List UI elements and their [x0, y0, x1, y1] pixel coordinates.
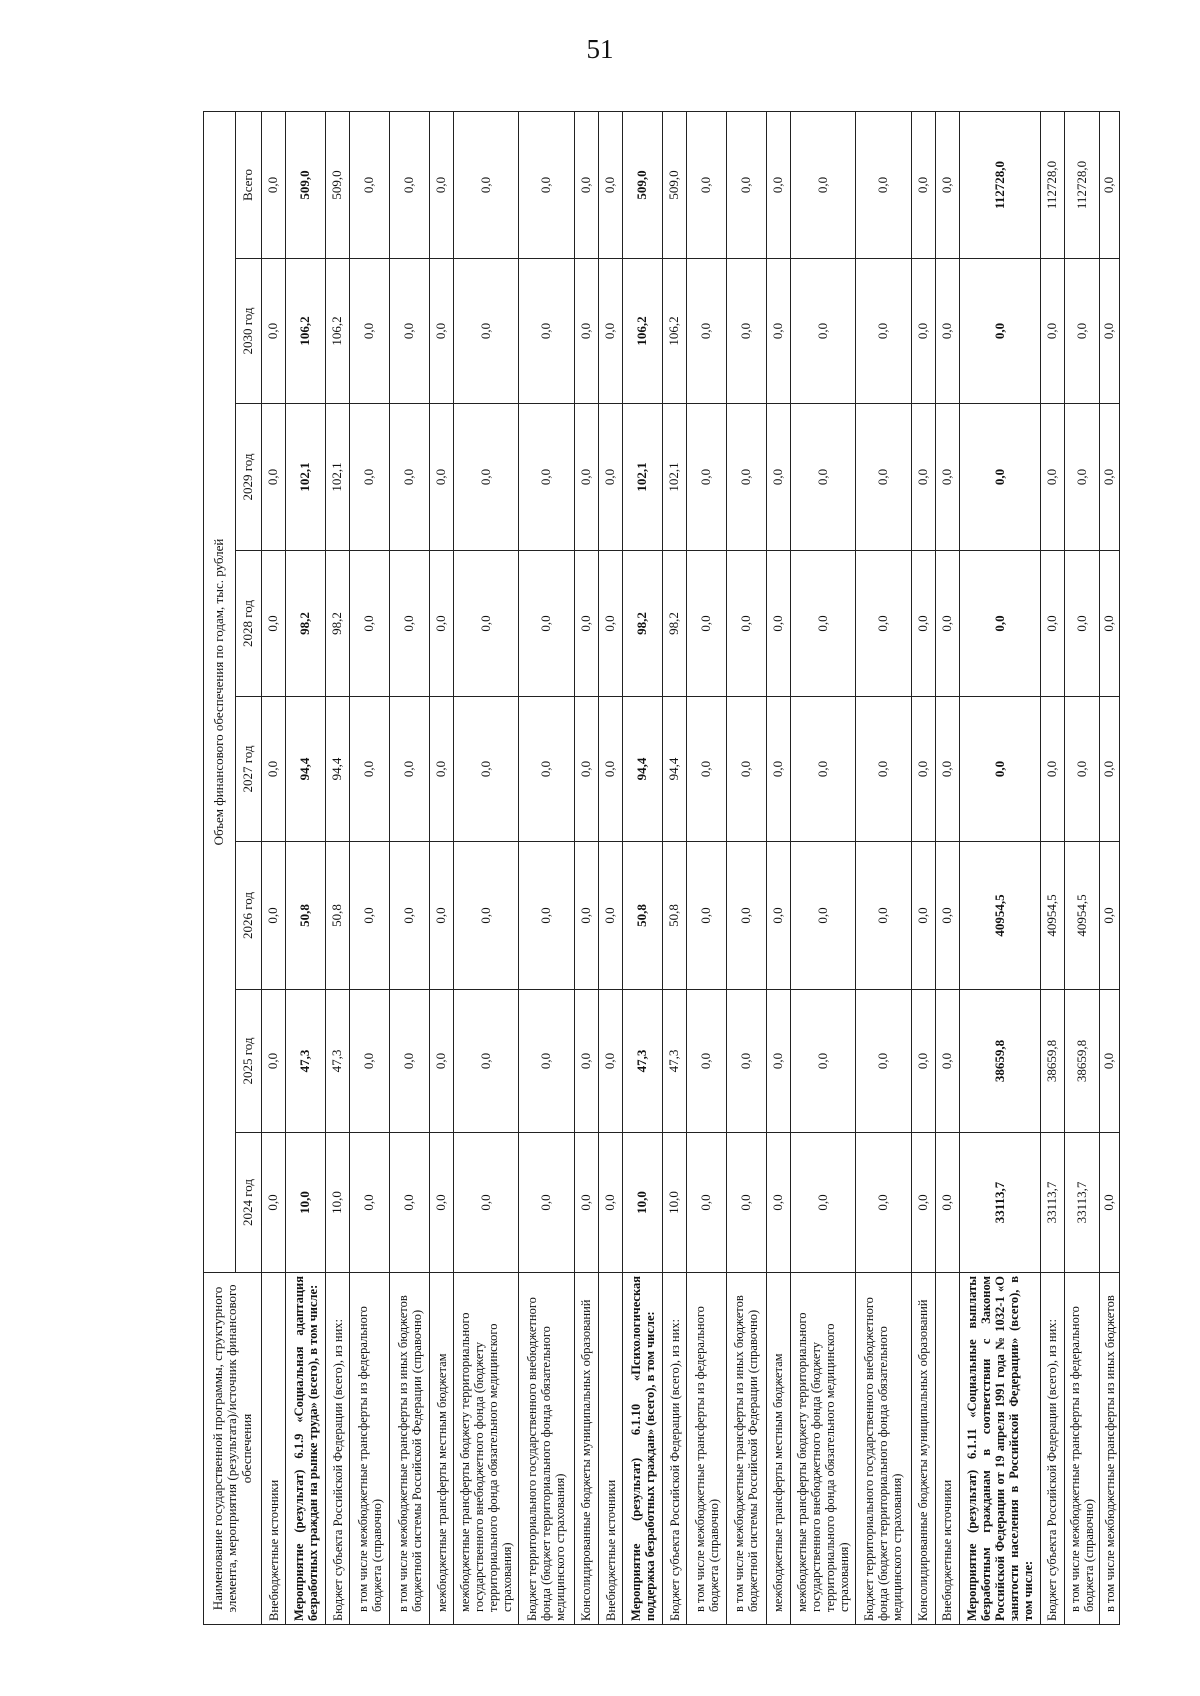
cell-value: 0,0	[429, 697, 453, 842]
cell-value: 0,0	[390, 551, 430, 697]
cell-value: 0,0	[350, 404, 390, 551]
cell-value: 0,0	[454, 259, 519, 404]
cell-value: 0,0	[1100, 551, 1120, 697]
cell-total: 0,0	[727, 111, 767, 258]
cell-value: 0,0	[390, 697, 430, 842]
cell-total: 509,0	[286, 111, 326, 258]
cell-value: 38659,8	[1065, 990, 1100, 1133]
cell-value: 98,2	[326, 551, 350, 697]
cell-value: 0,0	[687, 551, 727, 697]
table-row	[911, 111, 935, 1624]
cell-value: 0,0	[935, 1133, 959, 1273]
cell-value: 94,4	[326, 697, 350, 842]
cell-value: 0,0	[766, 697, 790, 842]
cell-value: 0,0	[390, 259, 430, 404]
table-row	[1040, 111, 1064, 1624]
cell-total: 509,0	[623, 111, 663, 258]
row-label: в том числе межбюджетные трансферты из федерального бюджета (справочно)	[1065, 1273, 1100, 1625]
cell-value: 0,0	[429, 404, 453, 551]
cell-value: 0,0	[350, 1133, 390, 1273]
cell-value: 102,1	[623, 404, 663, 551]
row-label: Внебюджетные источники	[935, 1273, 959, 1625]
cell-value: 0,0	[960, 697, 1041, 842]
cell-value: 0,0	[856, 404, 911, 551]
cell-value: 98,2	[623, 551, 663, 697]
cell-value: 0,0	[960, 259, 1041, 404]
cell-value: 10,0	[326, 1133, 350, 1273]
cell-value: 0,0	[262, 1133, 286, 1273]
cell-value: 0,0	[574, 404, 598, 551]
header-year: 2025 год	[236, 990, 262, 1133]
cell-value: 0,0	[574, 842, 598, 990]
cell-total: 509,0	[662, 111, 686, 258]
cell-value: 10,0	[286, 1133, 326, 1273]
cell-value: 0,0	[350, 259, 390, 404]
row-label: Бюджет территориального государственного внебюджетного фонда (бюджет территориального фонда обязательного медицинского страхования)	[519, 1273, 574, 1625]
cell-value: 0,0	[960, 404, 1041, 551]
cell-value: 0,0	[390, 990, 430, 1133]
cell-value: 0,0	[262, 990, 286, 1133]
cell-value: 0,0	[598, 990, 622, 1133]
cell-value: 0,0	[454, 1133, 519, 1273]
cell-value: 0,0	[727, 551, 767, 697]
cell-value: 0,0	[856, 697, 911, 842]
table-row	[856, 111, 911, 1624]
cell-value: 102,1	[286, 404, 326, 551]
row-label: в том числе межбюджетные трансферты из федерального бюджета (справочно)	[350, 1273, 390, 1625]
cell-value: 0,0	[429, 1133, 453, 1273]
row-label: Мероприятие (результат) 6.1.10 «Психологическая поддержка безработных граждан» (всего), в том числе:	[623, 1273, 663, 1625]
cell-total: 0,0	[350, 111, 390, 258]
cell-value: 0,0	[687, 1133, 727, 1273]
cell-value: 10,0	[623, 1133, 663, 1273]
cell-value: 0,0	[766, 551, 790, 697]
cell-value: 0,0	[1100, 404, 1120, 551]
cell-value: 0,0	[935, 697, 959, 842]
table-row	[960, 111, 1041, 1624]
cell-value: 0,0	[935, 551, 959, 697]
table-row	[429, 111, 453, 1624]
cell-value: 0,0	[791, 259, 856, 404]
cell-value: 47,3	[286, 990, 326, 1133]
cell-value: 0,0	[766, 259, 790, 404]
cell-value: 0,0	[598, 404, 622, 551]
row-label: Консолидированные бюджеты муниципальных образований	[574, 1273, 598, 1625]
cell-total: 0,0	[429, 111, 453, 258]
cell-value: 0,0	[429, 551, 453, 697]
row-label: межбюджетные трансферты местным бюджетам	[766, 1273, 790, 1625]
cell-value: 50,8	[286, 842, 326, 990]
cell-value: 0,0	[262, 551, 286, 697]
table-row	[326, 111, 350, 1624]
cell-value: 0,0	[574, 259, 598, 404]
cell-value: 0,0	[519, 259, 574, 404]
cell-value: 106,2	[326, 259, 350, 404]
cell-value: 0,0	[1100, 842, 1120, 990]
cell-value: 94,4	[662, 697, 686, 842]
cell-value: 0,0	[911, 990, 935, 1133]
cell-value: 0,0	[262, 842, 286, 990]
cell-total: 0,0	[598, 111, 622, 258]
cell-value: 0,0	[574, 1133, 598, 1273]
cell-value: 0,0	[935, 404, 959, 551]
cell-total: 112728,0	[960, 111, 1041, 258]
row-label: Бюджет субъекта Российской Федерации (всего), из них:	[1040, 1273, 1064, 1625]
cell-value: 0,0	[791, 551, 856, 697]
cell-value: 0,0	[856, 1133, 911, 1273]
cell-value: 0,0	[960, 551, 1041, 697]
row-label: Мероприятие (результат) 6.1.9 «Социальная адаптация безработных граждан на рынке труда» (всего), в том числе:	[286, 1273, 326, 1625]
table-row	[1100, 111, 1120, 1624]
cell-value: 0,0	[687, 842, 727, 990]
cell-value: 0,0	[598, 842, 622, 990]
cell-value: 0,0	[350, 842, 390, 990]
cell-value: 0,0	[598, 1133, 622, 1273]
cell-value: 0,0	[727, 404, 767, 551]
cell-value: 0,0	[766, 990, 790, 1133]
cell-value: 0,0	[911, 404, 935, 551]
row-label: Мероприятие (результат) 6.1.11 «Социальные выплаты безработным гражданам в соответствии с Законом Российской Федерации от 19 апреля 1991 года № 1032-1 «О занятости населения в Российской Федерации» (всего), в том числе:	[960, 1273, 1041, 1625]
cell-value: 33113,7	[960, 1133, 1041, 1273]
cell-value: 0,0	[429, 259, 453, 404]
row-label: в том числе межбюджетные трансферты из федерального бюджета (справочно)	[687, 1273, 727, 1625]
cell-value: 0,0	[911, 259, 935, 404]
row-label: Консолидированные бюджеты муниципальных образований	[911, 1273, 935, 1625]
cell-value: 0,0	[911, 1133, 935, 1273]
cell-value: 0,0	[727, 842, 767, 990]
cell-value: 0,0	[350, 697, 390, 842]
cell-value: 40954,5	[1065, 842, 1100, 990]
cell-value: 0,0	[598, 697, 622, 842]
header-year: 2028 год	[236, 551, 262, 697]
cell-value: 0,0	[1100, 697, 1120, 842]
cell-value: 0,0	[1040, 551, 1064, 697]
cell-value: 0,0	[911, 697, 935, 842]
row-label: в том числе межбюджетные трансферты из иных бюджетов бюджетной системы Российской Федерации (справочно)	[390, 1273, 430, 1625]
cell-value: 0,0	[350, 551, 390, 697]
cell-value: 0,0	[454, 404, 519, 551]
cell-value: 94,4	[286, 697, 326, 842]
cell-total: 0,0	[791, 111, 856, 258]
cell-value: 0,0	[519, 842, 574, 990]
cell-value: 0,0	[519, 697, 574, 842]
row-label: в том числе межбюджетные трансферты из иных бюджетов бюджетной системы Российской Федерации (справочно)	[727, 1273, 767, 1625]
table-row	[687, 111, 727, 1624]
cell-value: 0,0	[390, 1133, 430, 1273]
cell-total: 0,0	[856, 111, 911, 258]
table-row	[766, 111, 790, 1624]
table-row	[662, 111, 686, 1624]
cell-value: 0,0	[598, 259, 622, 404]
cell-value: 0,0	[598, 551, 622, 697]
header-total: Всего	[236, 111, 262, 258]
cell-value: 0,0	[262, 259, 286, 404]
cell-value: 0,0	[262, 404, 286, 551]
cell-value: 0,0	[687, 259, 727, 404]
cell-value: 94,4	[623, 697, 663, 842]
cell-value: 0,0	[766, 842, 790, 990]
cell-value: 0,0	[454, 551, 519, 697]
cell-total: 0,0	[454, 111, 519, 258]
cell-value: 98,2	[662, 551, 686, 697]
cell-value: 102,1	[326, 404, 350, 551]
row-label: Бюджет субъекта Российской Федерации (всего), из них:	[326, 1273, 350, 1625]
cell-value: 106,2	[662, 259, 686, 404]
cell-value: 0,0	[454, 697, 519, 842]
cell-value: 0,0	[687, 990, 727, 1133]
cell-total: 0,0	[519, 111, 574, 258]
cell-value: 106,2	[623, 259, 663, 404]
cell-value: 0,0	[687, 697, 727, 842]
table-row	[262, 111, 286, 1624]
cell-value: 33113,7	[1065, 1133, 1100, 1273]
cell-value: 0,0	[856, 551, 911, 697]
cell-value: 50,8	[326, 842, 350, 990]
row-label: межбюджетные трансферты бюджету территориального государственного внебюджетного фонда (бюджету территориального фонда обязательного медицинского страхования)	[791, 1273, 856, 1625]
cell-value: 0,0	[1040, 259, 1064, 404]
cell-value: 0,0	[727, 259, 767, 404]
cell-value: 0,0	[1040, 404, 1064, 551]
cell-value: 38659,8	[960, 990, 1041, 1133]
header-year: 2030 год	[236, 259, 262, 404]
header-name: Наименование государственной программы, структурного элемента, мероприятия (результата)/источник финансового обеспечения	[204, 1273, 262, 1625]
cell-value: 47,3	[326, 990, 350, 1133]
cell-value: 0,0	[935, 259, 959, 404]
cell-value: 0,0	[911, 842, 935, 990]
cell-value: 0,0	[766, 404, 790, 551]
cell-value: 0,0	[429, 842, 453, 990]
cell-value: 0,0	[1040, 697, 1064, 842]
cell-value: 0,0	[390, 842, 430, 990]
cell-value: 0,0	[454, 990, 519, 1133]
table-body	[262, 111, 1120, 1624]
cell-value: 0,0	[856, 259, 911, 404]
header-year: 2026 год	[236, 842, 262, 990]
cell-value: 47,3	[623, 990, 663, 1133]
cell-value: 0,0	[1065, 404, 1100, 551]
table-row	[519, 111, 574, 1624]
header-group: Объем финансового обеспечения по годам, тыс. рублей	[204, 111, 236, 1272]
cell-value: 0,0	[574, 697, 598, 842]
cell-total: 0,0	[935, 111, 959, 258]
cell-value: 47,3	[662, 990, 686, 1133]
table-row	[623, 111, 663, 1624]
row-label: межбюджетные трансферты местным бюджетам	[429, 1273, 453, 1625]
cell-value: 10,0	[662, 1133, 686, 1273]
cell-value: 0,0	[390, 404, 430, 551]
row-label: Внебюджетные источники	[598, 1273, 622, 1625]
cell-value: 0,0	[791, 842, 856, 990]
cell-value: 0,0	[519, 1133, 574, 1273]
cell-value: 0,0	[791, 990, 856, 1133]
cell-value: 0,0	[1065, 551, 1100, 697]
cell-value: 98,2	[286, 551, 326, 697]
cell-value: 0,0	[574, 990, 598, 1133]
cell-total: 0,0	[390, 111, 430, 258]
cell-value: 50,8	[623, 842, 663, 990]
cell-value: 0,0	[791, 697, 856, 842]
row-label: межбюджетные трансферты бюджету территориального государственного внебюджетного фонда (бюджету территориального фонда обязательного медицинского страхования)	[454, 1273, 519, 1625]
row-label: Бюджет территориального государственного внебюджетного фонда (бюджет территориального фонда обязательного медицинского страхования)	[856, 1273, 911, 1625]
table-row	[935, 111, 959, 1624]
table-row	[286, 111, 326, 1624]
cell-value: 0,0	[911, 551, 935, 697]
cell-value: 0,0	[935, 842, 959, 990]
cell-value: 0,0	[1100, 1133, 1120, 1273]
rotated-table-wrapper	[203, 112, 1120, 1625]
cell-value: 0,0	[1100, 990, 1120, 1133]
cell-value: 0,0	[519, 551, 574, 697]
cell-value: 0,0	[727, 1133, 767, 1273]
table-row	[598, 111, 622, 1624]
cell-value: 0,0	[262, 697, 286, 842]
cell-total: 0,0	[574, 111, 598, 258]
cell-value: 0,0	[727, 990, 767, 1133]
cell-total: 0,0	[687, 111, 727, 258]
cell-value: 0,0	[856, 842, 911, 990]
cell-total: 0,0	[766, 111, 790, 258]
cell-total: 0,0	[262, 111, 286, 258]
cell-value: 102,1	[662, 404, 686, 551]
cell-value: 0,0	[1065, 697, 1100, 842]
cell-value: 106,2	[286, 259, 326, 404]
cell-value: 40954,5	[960, 842, 1041, 990]
table-row	[727, 111, 767, 1624]
header-year: 2024 год	[236, 1133, 262, 1273]
table-row	[390, 111, 430, 1624]
cell-value: 40954,5	[1040, 842, 1064, 990]
cell-value: 0,0	[791, 404, 856, 551]
cell-value: 0,0	[454, 842, 519, 990]
cell-total: 0,0	[911, 111, 935, 258]
cell-total: 112728,0	[1065, 111, 1100, 258]
cell-value: 0,0	[727, 697, 767, 842]
cell-value: 0,0	[574, 551, 598, 697]
cell-value: 0,0	[519, 990, 574, 1133]
cell-value: 38659,8	[1040, 990, 1064, 1133]
cell-value: 0,0	[935, 990, 959, 1133]
header-year: 2029 год	[236, 404, 262, 551]
row-label: Внебюджетные источники	[262, 1273, 286, 1625]
header-year: 2027 год	[236, 697, 262, 842]
table-row	[574, 111, 598, 1624]
cell-value: 0,0	[519, 404, 574, 551]
table-row	[791, 111, 856, 1624]
row-label: Бюджет субъекта Российской Федерации (всего), из них:	[662, 1273, 686, 1625]
cell-value: 33113,7	[1040, 1133, 1064, 1273]
cell-total: 509,0	[326, 111, 350, 258]
table-row	[1065, 111, 1100, 1624]
cell-value: 0,0	[1100, 259, 1120, 404]
cell-total: 112728,0	[1040, 111, 1064, 258]
cell-total: 0,0	[1100, 111, 1120, 258]
financing-table	[203, 111, 1120, 1625]
row-label: в том числе межбюджетные трансферты из иных бюджетов	[1100, 1273, 1120, 1625]
cell-value: 0,0	[856, 990, 911, 1133]
cell-value: 0,0	[429, 990, 453, 1133]
cell-value: 0,0	[687, 404, 727, 551]
cell-value: 0,0	[350, 990, 390, 1133]
cell-value: 0,0	[1065, 259, 1100, 404]
table-row	[454, 111, 519, 1624]
cell-value: 50,8	[662, 842, 686, 990]
table-row	[350, 111, 390, 1624]
page-number: 51	[586, 34, 614, 64]
cell-value: 0,0	[766, 1133, 790, 1273]
cell-value: 0,0	[791, 1133, 856, 1273]
